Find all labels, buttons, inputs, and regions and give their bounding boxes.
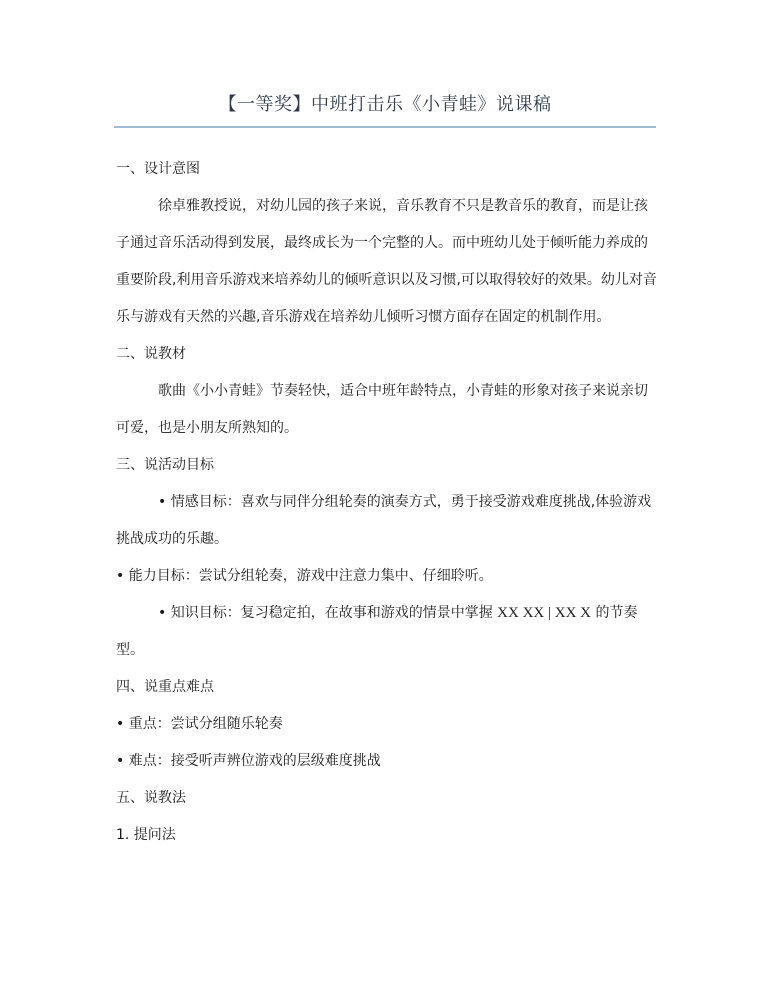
title-divider xyxy=(114,126,656,128)
goal-knowledge xyxy=(116,595,658,669)
paragraph-teaching-material: 歌曲《小小青蛙》节奏轻快，适合中班年龄特点，小青蛙的形象对孩子来说亲切可爱，也是小朋友所熟知的。 xyxy=(116,383,648,436)
section-heading-design-intent: 一、设计意图 xyxy=(116,161,200,177)
goal-ability: • 能力目标：尝试分组轮奏，游戏中注意力集中、仔细聆听。 xyxy=(116,568,493,584)
section-heading-teaching-material: 二、说教材 xyxy=(116,346,186,362)
paragraph-design-intent: 徐卓雅教授说，对幼儿园的孩子来说，音乐教育不只是教音乐的教育，而是让孩子通过音乐活动得到发展，最终成长为一个完整的人。而中班幼儿处于倾听能力养成的重要阶段,利用音乐游戏来培养幼儿的倾听意识以及习惯,可以取得较好的效果。幼儿对音乐与游戏有天然的兴趣,音乐游戏在培养幼儿倾听习惯方面存在固定的机制作用。 xyxy=(116,198,657,325)
difficult-point: • 难点：接受听声辨位游戏的层级难度挑战 xyxy=(116,753,381,769)
document-title: 【一等奖】中班打击乐《小青蛙》说课稿 xyxy=(218,94,552,115)
goal-emotional: • 情感目标：喜欢与同伴分组轮奏的演奏方式，勇于接受游戏难度挑战,体验游戏挑战成功的乐趣。 xyxy=(116,494,652,547)
section-heading-key-points: 四、说重点难点 xyxy=(116,679,214,695)
section-heading-activity-goals: 三、说活动目标 xyxy=(116,457,214,473)
method-item-questioning: 1. 提问法 xyxy=(116,827,176,843)
goal-knowledge-prefix: • 知识目标：复习稳定拍，在故事和游戏的情景中掌握 xyxy=(158,605,498,621)
key-point: • 重点：尝试分组随乐轮奏 xyxy=(116,716,283,732)
rhythm-notation: XX XX | XX X xyxy=(497,605,592,621)
document-body xyxy=(116,151,658,854)
goal-knowledge-suffix: 的节奏型。 xyxy=(116,605,638,658)
section-heading-teaching-methods: 五、说教法 xyxy=(116,790,186,806)
